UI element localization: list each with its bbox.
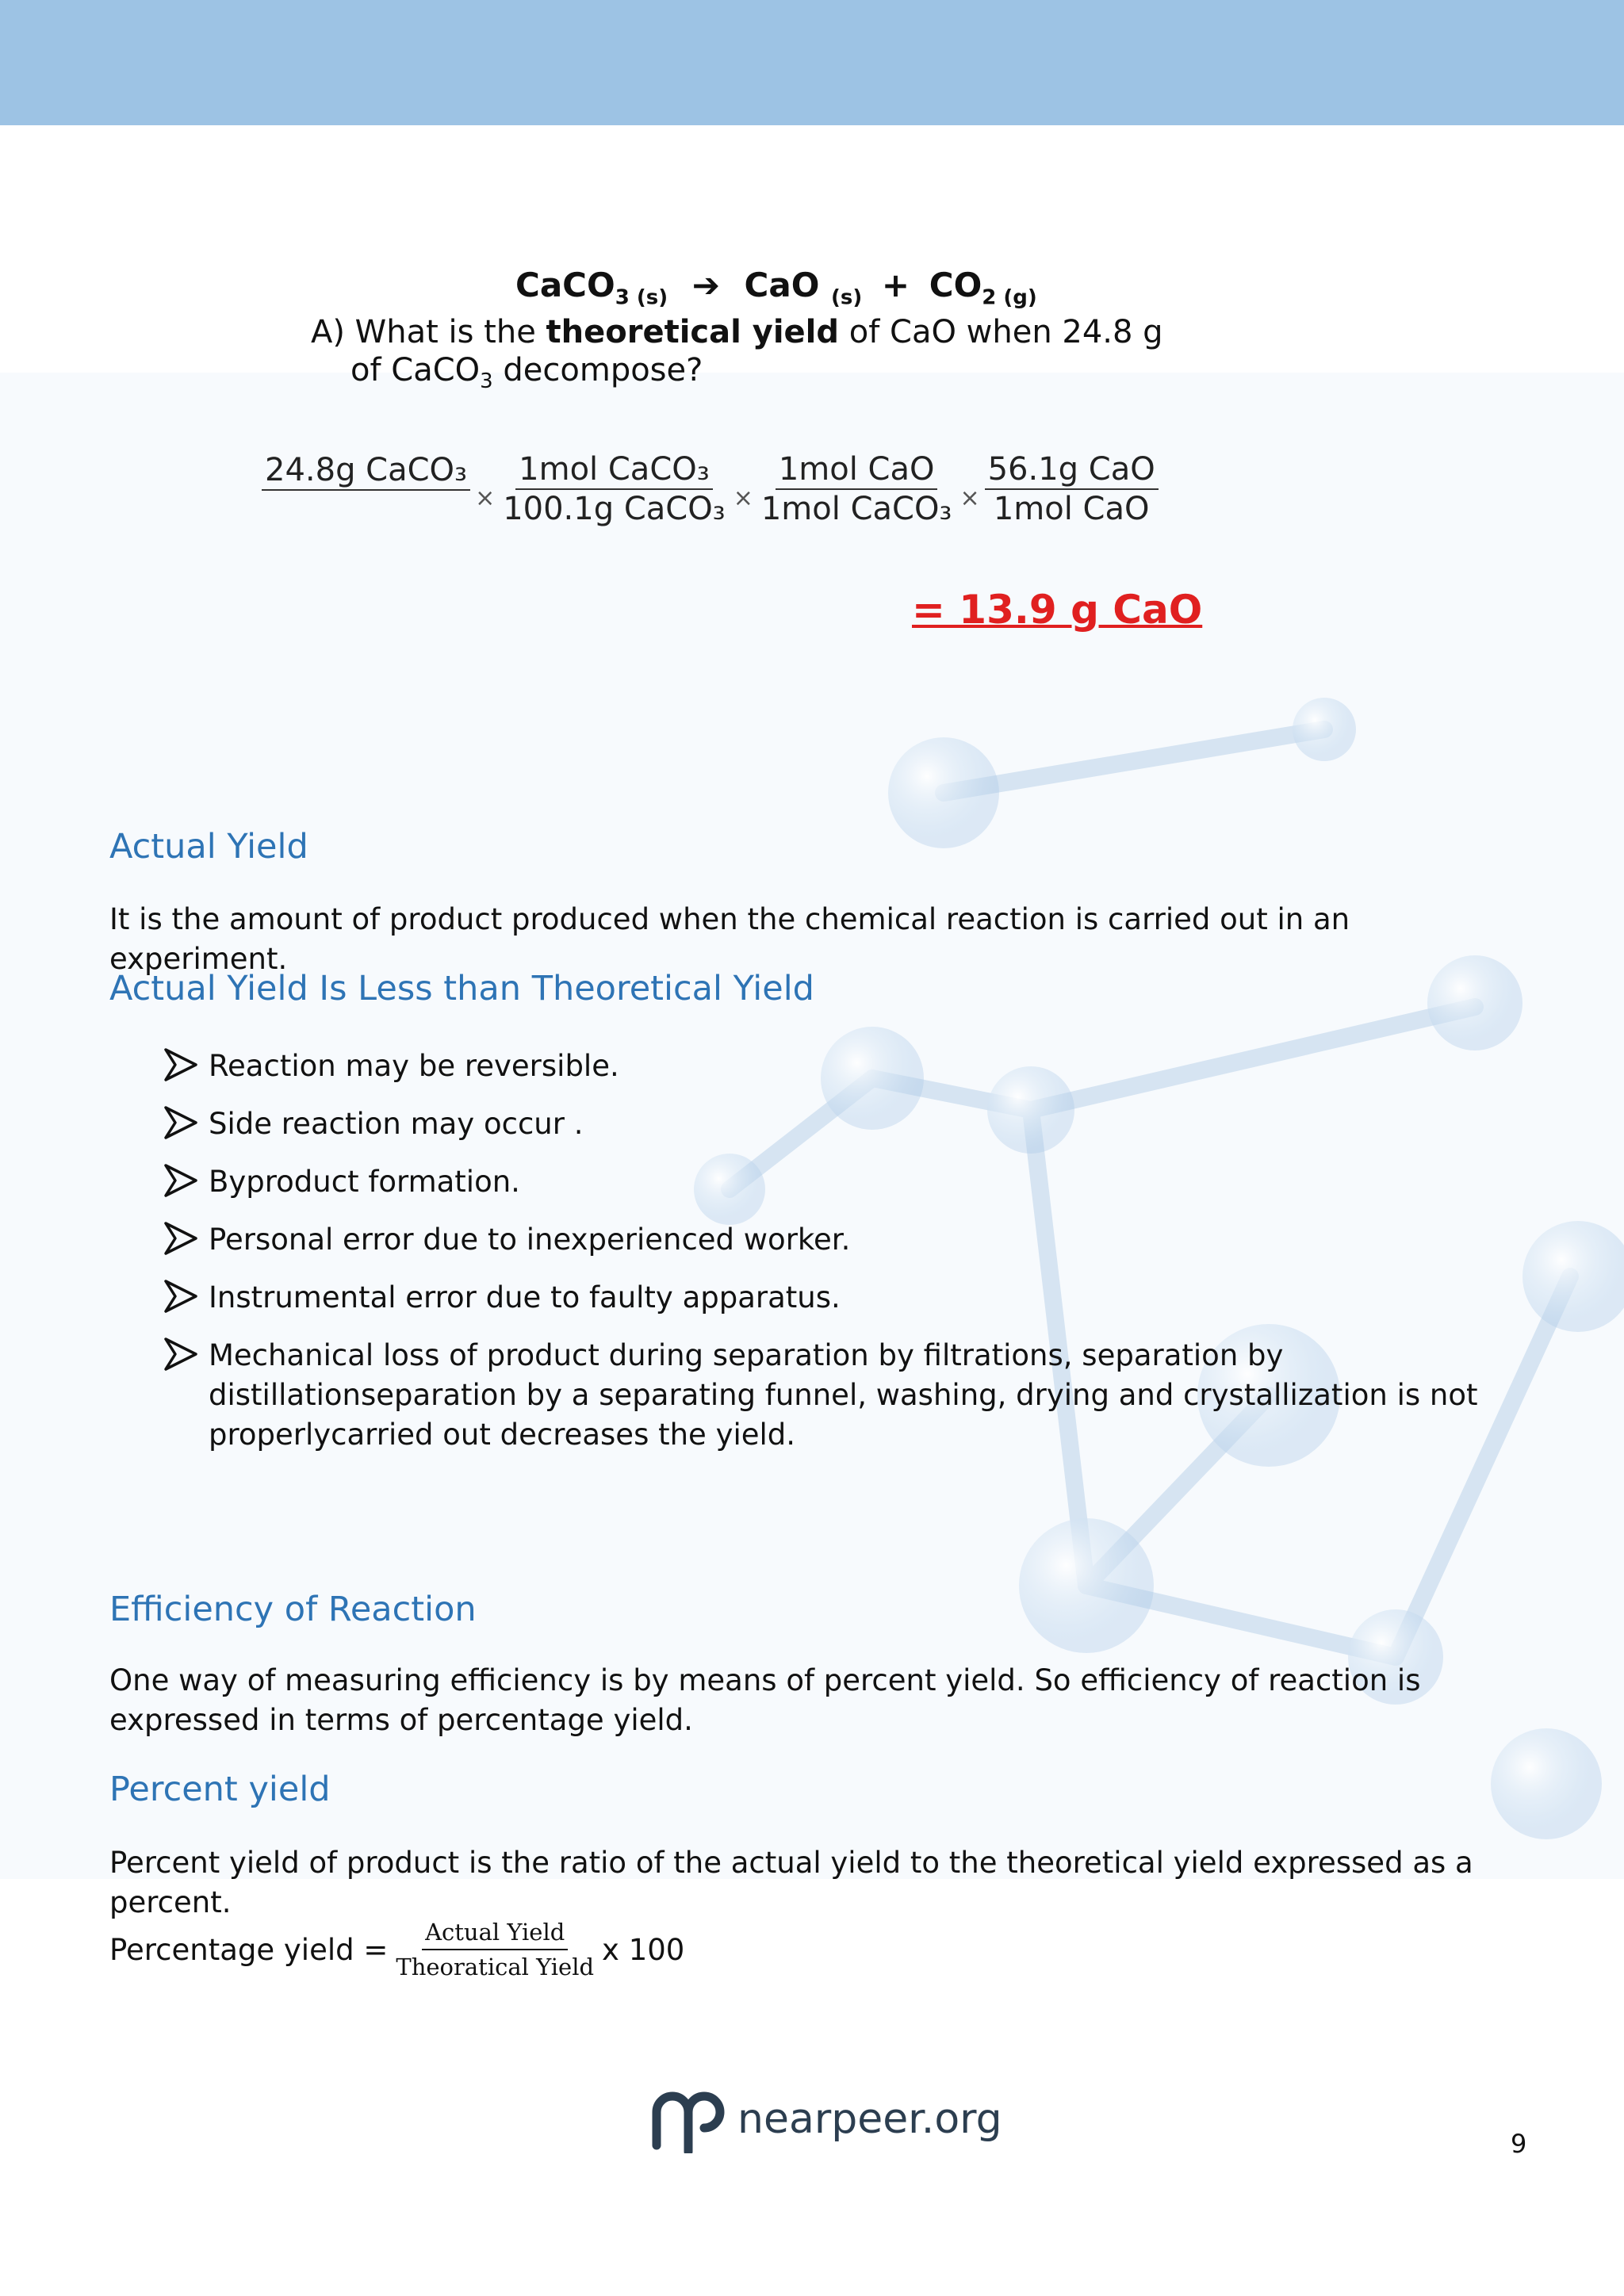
list-item: Byproduct formation.: [163, 1162, 1526, 1202]
percent-yield-text: Percent yield of product is the ratio of the actual yield to the theoretical yield expressed as a percent.: [109, 1846, 1473, 1919]
heading-efficiency: Efficiency of Reaction: [109, 1590, 477, 1629]
arrowhead-bullet-icon: [163, 1104, 199, 1141]
formula-multiplier: x 100: [602, 1932, 685, 1967]
percentage-yield-formula: [109, 1919, 684, 1980]
times-sign: ×: [959, 484, 980, 512]
conversion-factor-1: 24.8g CaCO₃: [262, 453, 470, 491]
chemical-equation: CaCO$_{3 (s)}$ ➔ CaO $_{(s)} + CO_{2 (g)}$: [515, 266, 1037, 310]
arrowhead-bullet-icon: [163, 1220, 199, 1257]
conversion-factor-3: $\frac{\text{1mol CaO}}{\text{1mol CaCO₃}}$: [760, 451, 952, 527]
list-item: Instrumental error due to faulty apparatus.: [163, 1278, 1526, 1318]
arrowhead-bullet-icon: [163, 1278, 199, 1314]
arrowhead-bullet-icon: [163, 1336, 199, 1372]
nearpeer-logo[interactable]: [650, 2085, 1002, 2153]
formula-denominator: Theoratical Yield: [396, 1954, 595, 1980]
reasons-list: [163, 1047, 1526, 1473]
arrowhead-bullet-icon: [163, 1162, 199, 1199]
arrowhead-bullet-icon: [163, 1047, 199, 1083]
nearpeer-logo-icon: [650, 2085, 726, 2153]
times-sign: ×: [733, 484, 753, 512]
efficiency-text: One way of measuring efficiency is by means of percent yield. So efficiency of reaction is expressed in terms of percentage yield.: [109, 1663, 1421, 1737]
brand-name: nearpeer.org: [737, 2095, 1002, 2143]
list-item: Personal error due to inexperienced worker.: [163, 1220, 1526, 1260]
answer-result: = 13.9 g CaO: [912, 587, 1203, 633]
times-sign: ×: [475, 484, 496, 512]
yield-question: A) What is the theoretical yield of CaO when 24.8 g of CaCO$_3$ decompose?: [311, 314, 1163, 393]
heading-percent-yield: Percent yield: [109, 1770, 331, 1809]
conversion-factor-4: $\frac{\text{56.1g CaO}}{\text{1mol CaO}}$: [985, 452, 1159, 526]
list-item: Reaction may be reversible.: [163, 1047, 1526, 1086]
heading-actual-yield: Actual Yield: [109, 827, 308, 867]
list-item: Side reaction may occur .: [163, 1104, 1526, 1144]
page-number: 9: [1511, 2129, 1527, 2159]
formula-fraction: [393, 1919, 597, 1980]
actual-yield-text: It is the amount of product produced when the chemical reaction is carried out in an experiment.: [109, 902, 1350, 976]
unit-conversion: [262, 452, 1159, 526]
conversion-factor-2: $\frac{\text{1mol CaCO₃}}{\text{100.1g CaCO₃}}$: [503, 451, 726, 527]
formula-numerator: Actual Yield: [422, 1919, 568, 1950]
heading-actual-less-than-theoretical: Actual Yield Is Less than Theoretical Yield: [109, 969, 814, 1008]
list-item: Mechanical loss of product during separation by filtrations, separation by distillationseparation by a separating funnel, washing, drying and crystallization is not properlycarried out decreases the yield.: [163, 1336, 1526, 1455]
formula-label: Percentage yield =: [109, 1932, 389, 1967]
